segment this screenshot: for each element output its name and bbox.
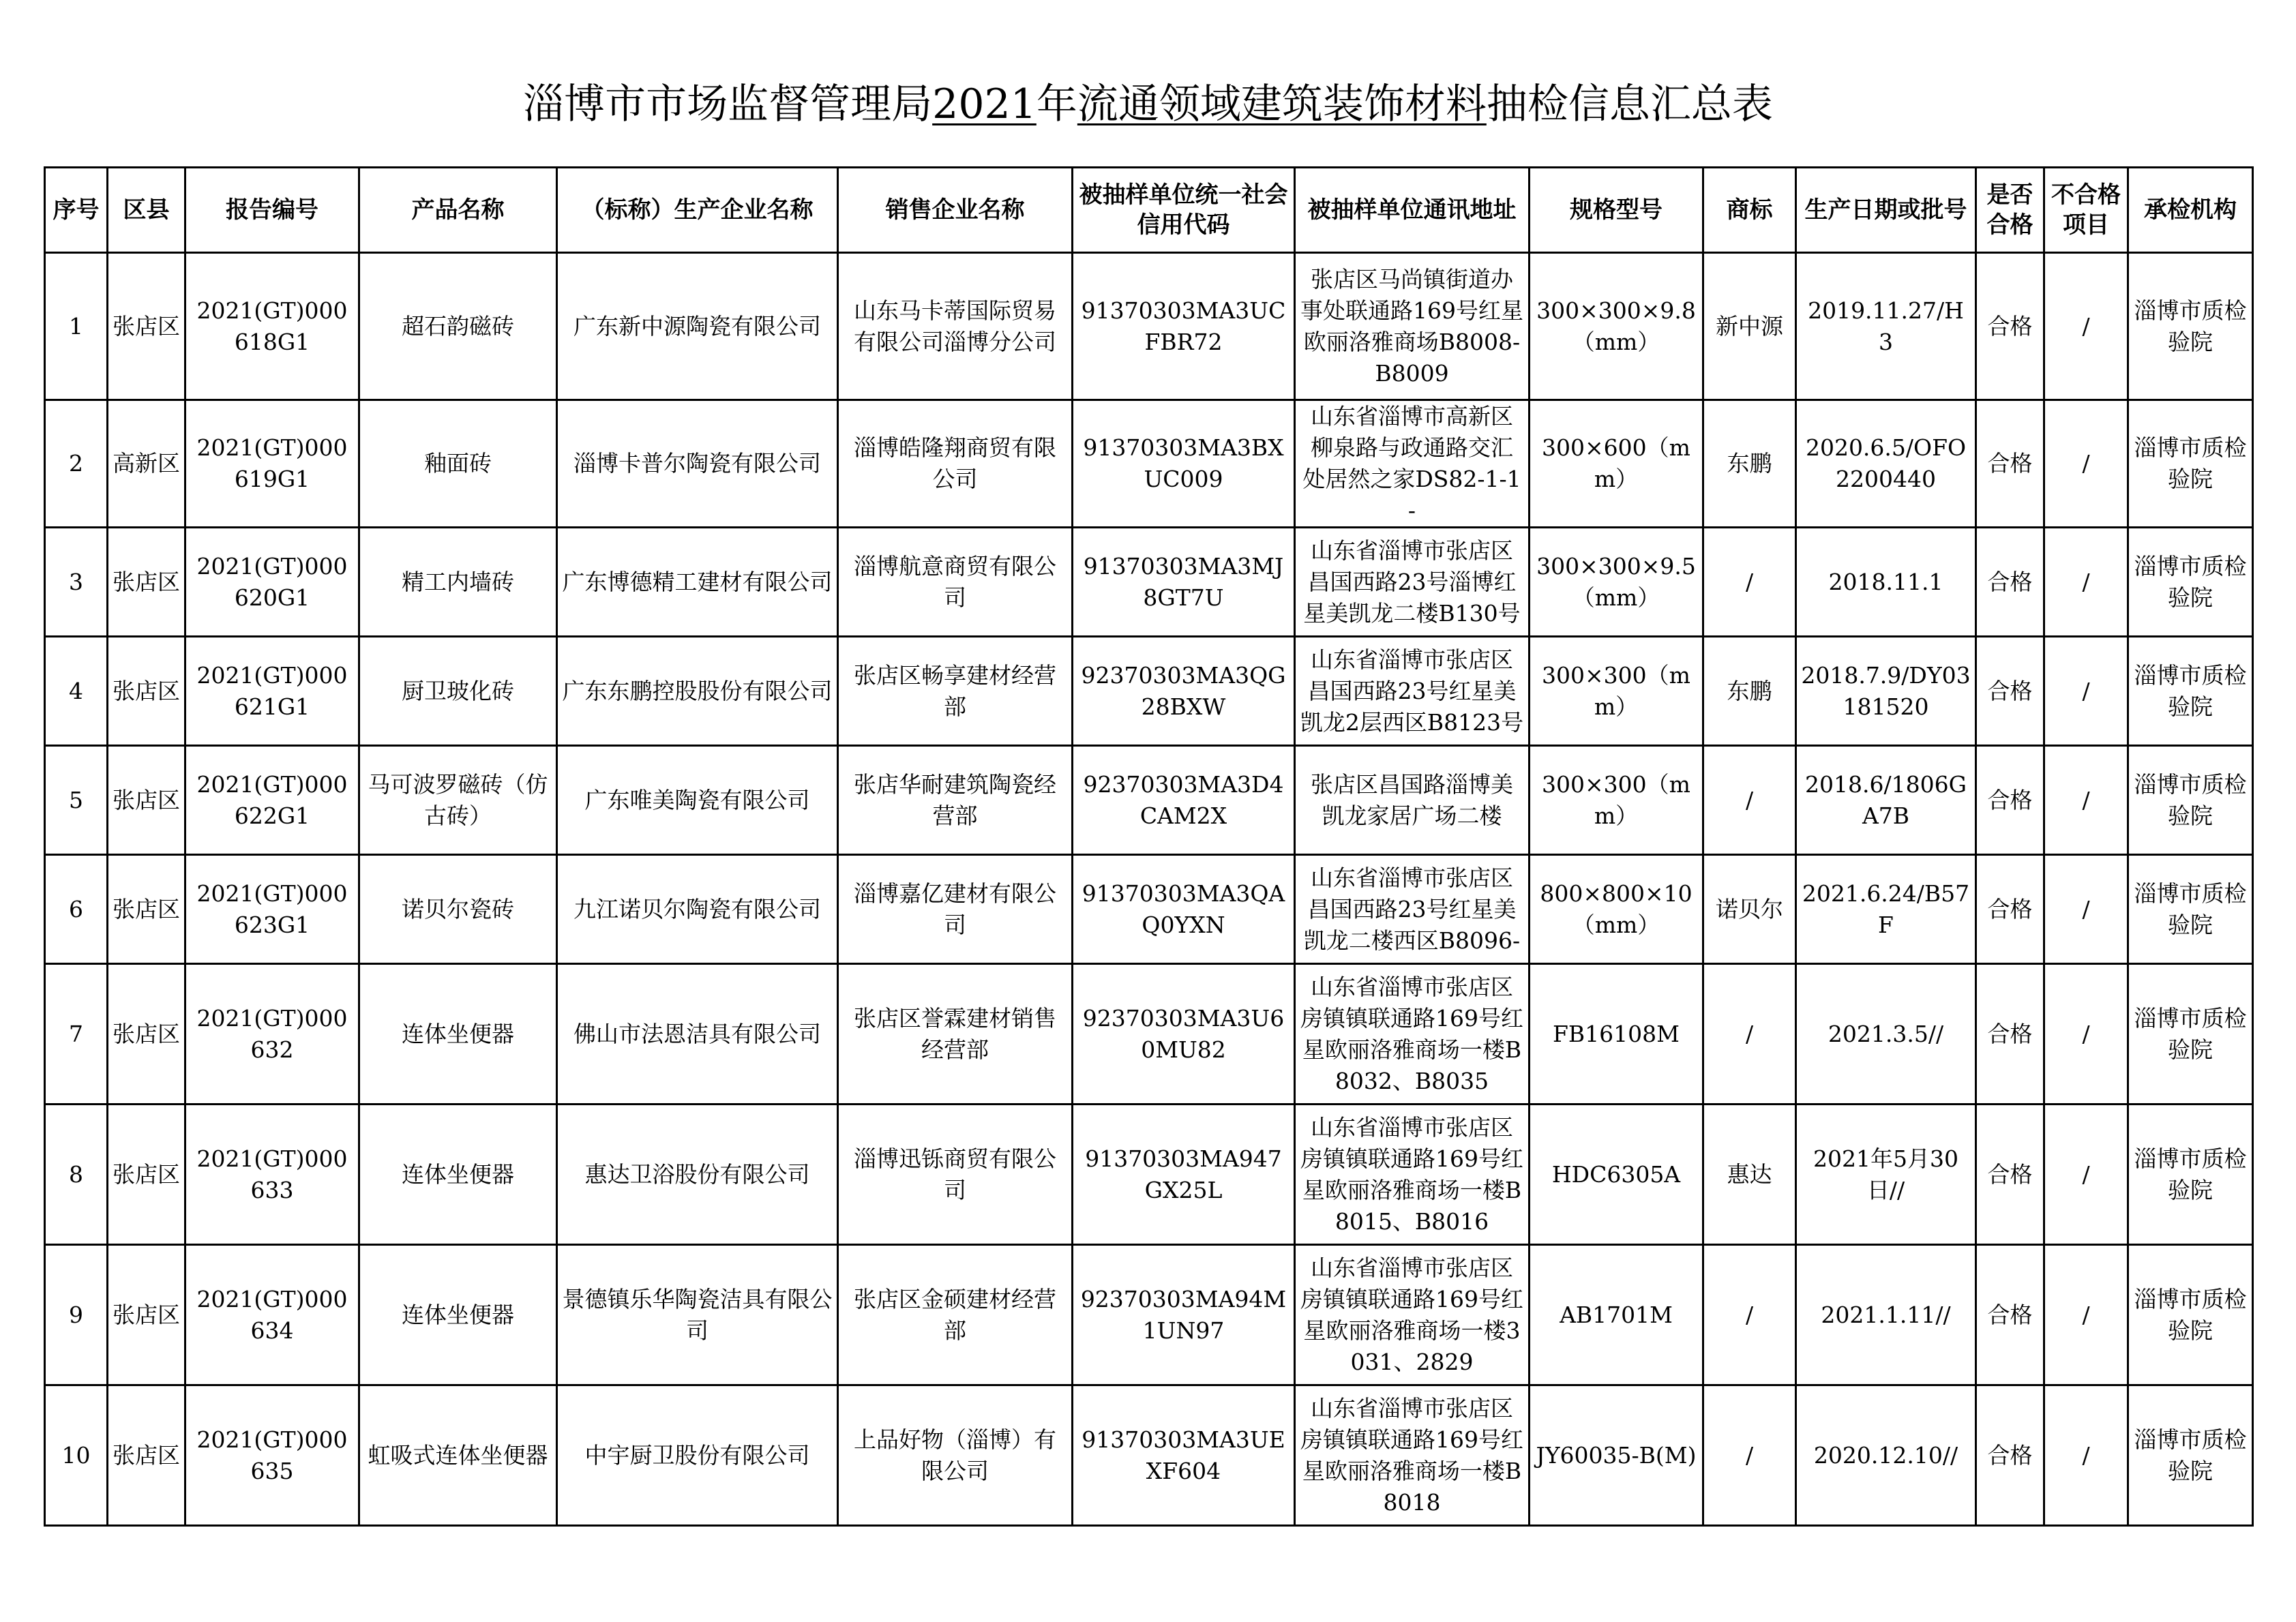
cell-fail-item: /	[2044, 964, 2128, 1105]
cell-address: 山东省淄博市张店区昌国西路23号红星美凯龙二楼西区B8096-	[1295, 855, 1530, 964]
cell-address: 山东省淄博市张店区房镇镇联通路169号红星欧丽洛雅商场一楼B8032、B8035	[1295, 964, 1530, 1105]
cell-address: 山东省淄博市张店区房镇镇联通路169号红星欧丽洛雅商场一楼B8018	[1295, 1385, 1530, 1526]
cell-address: 山东省淄博市张店区房镇镇联通路169号红星欧丽洛雅商场一楼3031、2829	[1295, 1245, 1530, 1385]
cell-lab: 淄博市质检验院	[2128, 400, 2253, 528]
cell-lab: 淄博市质检验院	[2128, 855, 2253, 964]
cell-index: 3	[45, 528, 108, 637]
cell-seller: 张店华耐建筑陶瓷经营部	[838, 746, 1073, 855]
cell-spec: 800×800×10（mm）	[1530, 855, 1703, 964]
cell-product: 釉面砖	[359, 400, 557, 528]
table-row	[45, 746, 2253, 855]
cell-district: 张店区	[108, 1385, 185, 1526]
cell-index: 2	[45, 400, 108, 528]
cell-brand: 诺贝尔	[1703, 855, 1796, 964]
cell-spec: HDC6305A	[1530, 1105, 1703, 1245]
cell-lab: 淄博市质检验院	[2128, 528, 2253, 637]
cell-credit-code: 92370303MA94M1UN97	[1073, 1245, 1295, 1385]
cell-report-no: 2021(GT)000619G1	[185, 400, 359, 528]
cell-lab: 淄博市质检验院	[2128, 1385, 2253, 1526]
col-header: 规格型号	[1530, 168, 1703, 253]
cell-brand: /	[1703, 528, 1796, 637]
cell-index: 10	[45, 1385, 108, 1526]
cell-address: 张店区昌国路淄博美凯龙家居广场二楼	[1295, 746, 1530, 855]
cell-seller: 淄博航意商贸有限公司	[838, 528, 1073, 637]
cell-credit-code: 91370303MA3UCFBR72	[1073, 253, 1295, 400]
cell-maker: 中宇厨卫股份有限公司	[557, 1385, 838, 1526]
cell-district: 高新区	[108, 400, 185, 528]
page-title	[0, 74, 2296, 135]
table-body	[45, 253, 2253, 1526]
cell-batch: 2019.11.27/H3	[1796, 253, 1976, 400]
col-header: 产品名称	[359, 168, 557, 253]
cell-district: 张店区	[108, 637, 185, 746]
cell-batch: 2021.1.11//	[1796, 1245, 1976, 1385]
table-row	[45, 1245, 2253, 1385]
cell-pass: 合格	[1976, 1245, 2044, 1385]
cell-report-no: 2021(GT)000620G1	[185, 528, 359, 637]
table-row	[45, 964, 2253, 1105]
cell-credit-code: 91370303MA3BXUC009	[1073, 400, 1295, 528]
cell-district: 张店区	[108, 528, 185, 637]
cell-index: 1	[45, 253, 108, 400]
cell-lab: 淄博市质检验院	[2128, 637, 2253, 746]
cell-district: 张店区	[108, 746, 185, 855]
cell-index: 9	[45, 1245, 108, 1385]
cell-fail-item: /	[2044, 253, 2128, 400]
cell-report-no: 2021(GT)000634	[185, 1245, 359, 1385]
table-row	[45, 400, 2253, 528]
col-header: 生产日期或批号	[1796, 168, 1976, 253]
cell-maker: 淄博卡普尔陶瓷有限公司	[557, 400, 838, 528]
cell-batch: 2021.6.24/B57F	[1796, 855, 1976, 964]
cell-fail-item: /	[2044, 528, 2128, 637]
table-row	[45, 253, 2253, 400]
col-header: （标称）生产企业名称	[557, 168, 838, 253]
cell-fail-item: /	[2044, 1245, 2128, 1385]
cell-credit-code: 92370303MA3U60MU82	[1073, 964, 1295, 1105]
title-year: 2021	[932, 80, 1037, 128]
cell-product: 马可波罗磁砖（仿古砖）	[359, 746, 557, 855]
title-part: 年	[1036, 80, 1077, 128]
cell-fail-item: /	[2044, 746, 2128, 855]
cell-report-no: 2021(GT)000633	[185, 1105, 359, 1245]
cell-maker: 广东唯美陶瓷有限公司	[557, 746, 838, 855]
cell-product: 超石韵磁砖	[359, 253, 557, 400]
col-header: 是否合格	[1976, 168, 2044, 253]
cell-credit-code: 91370303MA3UEXF604	[1073, 1385, 1295, 1526]
cell-fail-item: /	[2044, 1385, 2128, 1526]
cell-address: 山东省淄博市张店区房镇镇联通路169号红星欧丽洛雅商场一楼B8015、B8016	[1295, 1105, 1530, 1245]
cell-spec: 300×300×9.8（mm）	[1530, 253, 1703, 400]
cell-credit-code: 91370303MA3MJ8GT7U	[1073, 528, 1295, 637]
cell-product: 连体坐便器	[359, 1105, 557, 1245]
col-header: 承检机构	[2128, 168, 2253, 253]
cell-seller: 山东马卡蒂国际贸易有限公司淄博分公司	[838, 253, 1073, 400]
table-row	[45, 855, 2253, 964]
table-row	[45, 1385, 2253, 1526]
cell-district: 张店区	[108, 855, 185, 964]
cell-spec: JY60035-B(M)	[1530, 1385, 1703, 1526]
cell-index: 8	[45, 1105, 108, 1245]
cell-product: 连体坐便器	[359, 964, 557, 1105]
cell-address: 山东省淄博市张店区昌国西路23号淄博红星美凯龙二楼B130号	[1295, 528, 1530, 637]
cell-lab: 淄博市质检验院	[2128, 746, 2253, 855]
col-header: 销售企业名称	[838, 168, 1073, 253]
cell-report-no: 2021(GT)000623G1	[185, 855, 359, 964]
title-category: 流通领域建筑装饰材料	[1077, 80, 1487, 128]
cell-district: 张店区	[108, 1245, 185, 1385]
cell-product: 连体坐便器	[359, 1245, 557, 1385]
col-header: 报告编号	[185, 168, 359, 253]
cell-brand: /	[1703, 964, 1796, 1105]
cell-report-no: 2021(GT)000618G1	[185, 253, 359, 400]
col-header: 被抽样单位通讯地址	[1295, 168, 1530, 253]
cell-address: 张店区马尚镇街道办事处联通路169号红星欧丽洛雅商场B8008-B8009	[1295, 253, 1530, 400]
cell-batch: 2021年5月30日//	[1796, 1105, 1976, 1245]
cell-district: 张店区	[108, 964, 185, 1105]
title-part: 淄博市市场监督管理局	[523, 80, 933, 128]
cell-pass: 合格	[1976, 855, 2044, 964]
cell-report-no: 2021(GT)000622G1	[185, 746, 359, 855]
cell-address: 山东省淄博市张店区昌国西路23号红星美凯龙2层西区B8123号	[1295, 637, 1530, 746]
cell-district: 张店区	[108, 253, 185, 400]
col-header: 区县	[108, 168, 185, 253]
cell-spec: FB16108M	[1530, 964, 1703, 1105]
col-header: 商标	[1703, 168, 1796, 253]
cell-maker: 惠达卫浴股份有限公司	[557, 1105, 838, 1245]
cell-pass: 合格	[1976, 400, 2044, 528]
table-row	[45, 1105, 2253, 1245]
cell-spec: 300×300×9.5（mm）	[1530, 528, 1703, 637]
cell-lab: 淄博市质检验院	[2128, 253, 2253, 400]
cell-seller: 淄博皓隆翔商贸有限公司	[838, 400, 1073, 528]
cell-brand: /	[1703, 746, 1796, 855]
cell-seller: 上品好物（淄博）有限公司	[838, 1385, 1073, 1526]
cell-credit-code: 91370303MA3QAQ0YXN	[1073, 855, 1295, 964]
cell-report-no: 2021(GT)000632	[185, 964, 359, 1105]
cell-maker: 广东新中源陶瓷有限公司	[557, 253, 838, 400]
cell-batch: 2020.6.5/OFO2200440	[1796, 400, 1976, 528]
cell-spec: AB1701M	[1530, 1245, 1703, 1385]
cell-seller: 淄博迅铄商贸有限公司	[838, 1105, 1073, 1245]
cell-lab: 淄博市质检验院	[2128, 964, 2253, 1105]
cell-fail-item: /	[2044, 1105, 2128, 1245]
cell-brand: /	[1703, 1245, 1796, 1385]
table-row	[45, 528, 2253, 637]
cell-index: 7	[45, 964, 108, 1105]
cell-fail-item: /	[2044, 400, 2128, 528]
cell-product: 虹吸式连体坐便器	[359, 1385, 557, 1526]
col-header: 序号	[45, 168, 108, 253]
cell-report-no: 2021(GT)000635	[185, 1385, 359, 1526]
cell-maker: 九江诺贝尔陶瓷有限公司	[557, 855, 838, 964]
cell-batch: 2018.11.1	[1796, 528, 1976, 637]
cell-brand: /	[1703, 1385, 1796, 1526]
cell-index: 5	[45, 746, 108, 855]
cell-fail-item: /	[2044, 637, 2128, 746]
cell-batch: 2020.12.10//	[1796, 1385, 1976, 1526]
cell-district: 张店区	[108, 1105, 185, 1245]
cell-maker: 广东博德精工建材有限公司	[557, 528, 838, 637]
col-header: 不合格项目	[2044, 168, 2128, 253]
cell-maker: 佛山市法恩洁具有限公司	[557, 964, 838, 1105]
inspection-table	[44, 166, 2254, 1527]
cell-seller: 淄博嘉亿建材有限公司	[838, 855, 1073, 964]
cell-report-no: 2021(GT)000621G1	[185, 637, 359, 746]
cell-product: 诺贝尔瓷砖	[359, 855, 557, 964]
table-row	[45, 637, 2253, 746]
cell-maker: 广东东鹏控股股份有限公司	[557, 637, 838, 746]
cell-spec: 300×600（mm）	[1530, 400, 1703, 528]
cell-spec: 300×300（mm）	[1530, 746, 1703, 855]
cell-pass: 合格	[1976, 964, 2044, 1105]
cell-brand: 惠达	[1703, 1105, 1796, 1245]
cell-spec: 300×300（mm）	[1530, 637, 1703, 746]
cell-batch: 2018.6/1806GA7B	[1796, 746, 1976, 855]
cell-maker: 景德镇乐华陶瓷洁具有限公司	[557, 1245, 838, 1385]
cell-product: 厨卫玻化砖	[359, 637, 557, 746]
cell-brand: 新中源	[1703, 253, 1796, 400]
cell-index: 4	[45, 637, 108, 746]
cell-credit-code: 92370303MA3D4CAM2X	[1073, 746, 1295, 855]
cell-seller: 张店区誉霖建材销售经营部	[838, 964, 1073, 1105]
cell-brand: 东鹏	[1703, 400, 1796, 528]
cell-credit-code: 92370303MA3QG28BXW	[1073, 637, 1295, 746]
cell-lab: 淄博市质检验院	[2128, 1245, 2253, 1385]
cell-lab: 淄博市质检验院	[2128, 1105, 2253, 1245]
col-header: 被抽样单位统一社会信用代码	[1073, 168, 1295, 253]
cell-index: 6	[45, 855, 108, 964]
cell-fail-item: /	[2044, 855, 2128, 964]
cell-product: 精工内墙砖	[359, 528, 557, 637]
cell-pass: 合格	[1976, 637, 2044, 746]
cell-brand: 东鹏	[1703, 637, 1796, 746]
cell-pass: 合格	[1976, 528, 2044, 637]
cell-address: 山东省淄博市高新区柳泉路与政通路交汇处居然之家DS82-1-1-	[1295, 400, 1530, 528]
header-row	[45, 168, 2253, 253]
cell-batch: 2018.7.9/DY03181520	[1796, 637, 1976, 746]
title-part: 抽检信息汇总表	[1486, 80, 1773, 128]
cell-pass: 合格	[1976, 253, 2044, 400]
cell-seller: 张店区畅享建材经营部	[838, 637, 1073, 746]
cell-credit-code: 91370303MA947GX25L	[1073, 1105, 1295, 1245]
cell-pass: 合格	[1976, 746, 2044, 855]
cell-batch: 2021.3.5//	[1796, 964, 1976, 1105]
cell-pass: 合格	[1976, 1385, 2044, 1526]
cell-pass: 合格	[1976, 1105, 2044, 1245]
cell-seller: 张店区金硕建材经营部	[838, 1245, 1073, 1385]
